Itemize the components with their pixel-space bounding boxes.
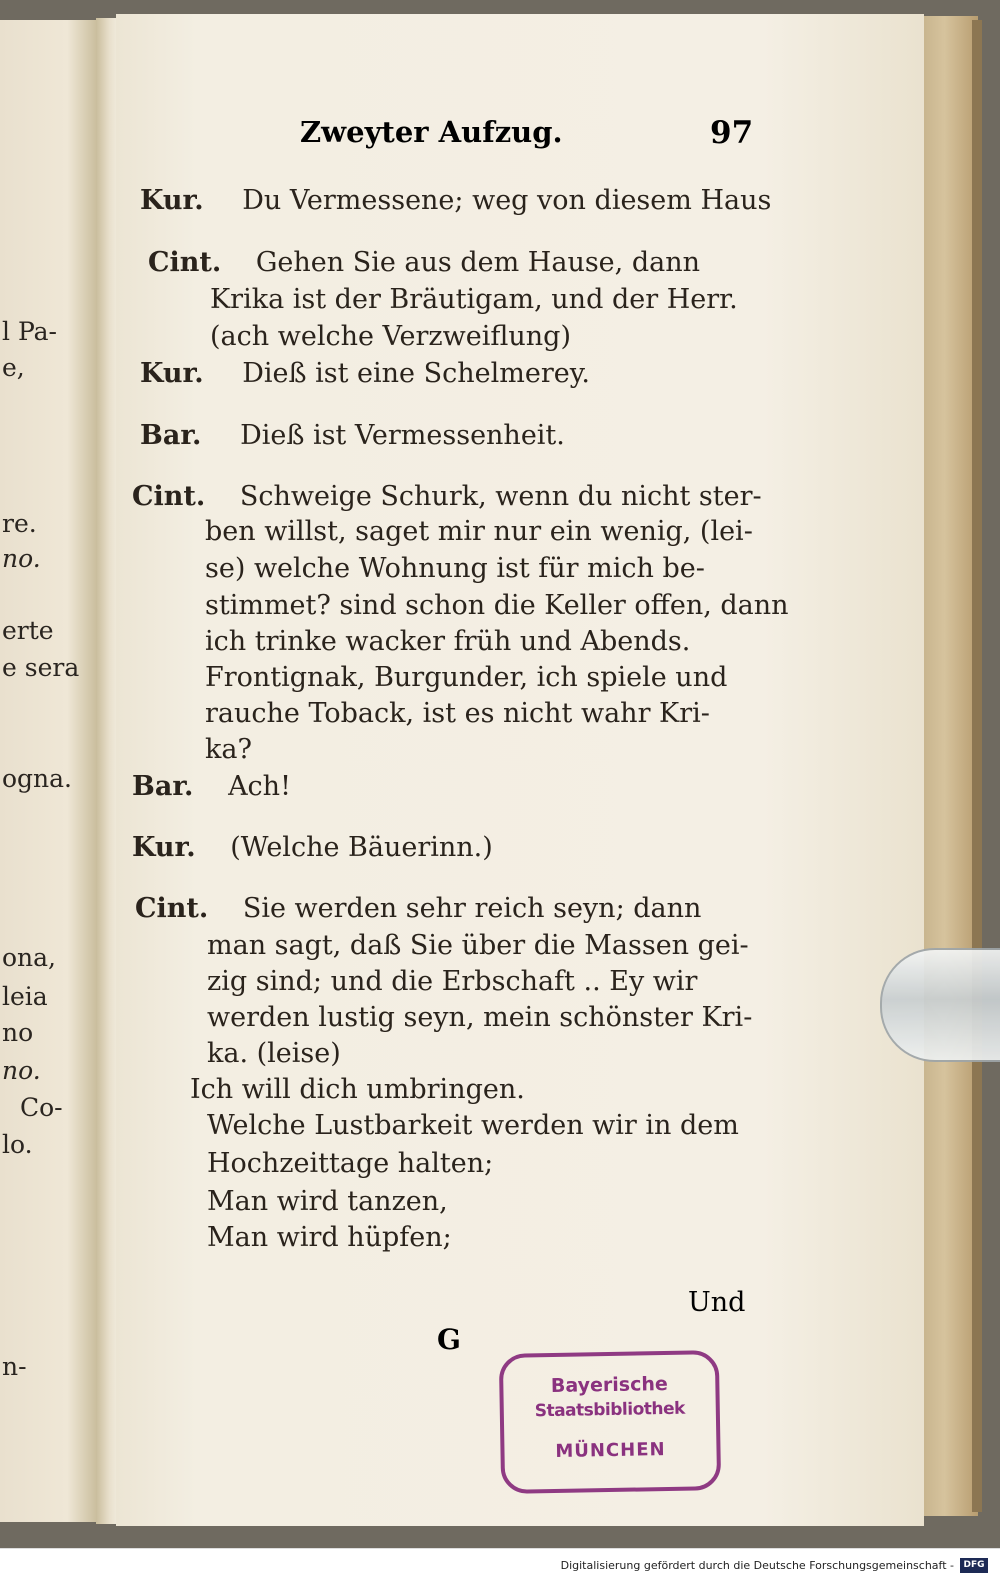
book-gutter: [96, 18, 118, 1524]
speaker-label: Kur.: [140, 185, 204, 216]
running-head: Zweyter Aufzug.: [300, 115, 563, 149]
stamp-line: Staatsbibliothek: [534, 1398, 686, 1422]
text-line: [207, 1002, 752, 1034]
text-line: [205, 553, 705, 585]
facing-page-text: lo.: [2, 1130, 33, 1159]
line-text: Hochzeittage halten;: [207, 1148, 494, 1179]
line-text: Sie werden sehr reich seyn; dann: [242, 893, 702, 924]
funding-credit: Digitalisierung gefördert durch die Deutsche Forschungsgemeinschaft -: [560, 1559, 954, 1572]
text-line: [207, 1222, 452, 1254]
speaker-label: Cint.: [148, 247, 222, 278]
facing-page-text: e sera: [2, 653, 80, 682]
text-line: [205, 626, 690, 658]
speaker-label: Bar.: [132, 771, 194, 802]
text-line: [205, 590, 789, 622]
book-cover-edge: [972, 20, 982, 1512]
facing-page-text: ogna.: [2, 764, 73, 793]
line-text: Man wird tanzen,: [207, 1186, 448, 1217]
text-line: [205, 662, 727, 694]
text-line: [132, 771, 291, 803]
line-text: Ich will dich umbringen.: [190, 1074, 525, 1105]
line-text: Frontignak, Burgunder, ich spiele und: [205, 662, 728, 693]
page-clip: [880, 948, 1000, 1062]
facing-page-text: Co-: [20, 1093, 63, 1122]
catchword: Und: [688, 1287, 746, 1318]
library-stamp: [499, 1350, 721, 1494]
page-number: 97: [710, 115, 754, 151]
text-line: [140, 420, 565, 452]
text-line: [135, 893, 701, 925]
book-page: [116, 14, 924, 1526]
dfg-logo: DFG: [960, 1558, 988, 1573]
text-line: [205, 698, 710, 730]
text-line: [140, 185, 771, 217]
facing-page-text: l Pa-: [2, 317, 57, 346]
text-line: [148, 247, 700, 279]
facing-page-text: re.: [2, 509, 37, 538]
text-line: [207, 1186, 448, 1218]
line-text: stimmet? sind schon die Keller offen, dann: [205, 590, 789, 621]
facing-page: [0, 20, 99, 1522]
line-text: rauche Toback, ist es nicht wahr Kri-: [205, 698, 710, 729]
text-line: [210, 284, 738, 316]
text-line: [190, 1074, 525, 1106]
text-line: [205, 734, 252, 766]
facing-page-text: ona,: [2, 943, 57, 972]
line-text: Schweige Schurk, wenn du nicht ster-: [239, 481, 762, 512]
text-line: [140, 358, 590, 390]
stamp-line: MÜNCHEN: [555, 1439, 666, 1462]
facing-page-text: n-: [2, 1352, 27, 1381]
text-line: [207, 1110, 739, 1142]
speaker-label: Bar.: [140, 420, 202, 451]
line-text: Dieß ist eine Schelmerey.: [242, 358, 590, 389]
speaker-label: Cint.: [132, 481, 206, 512]
facing-page-text: e,: [2, 353, 25, 382]
line-text: (ach welche Verzweiflung): [210, 321, 571, 352]
page-edge: [920, 16, 978, 1516]
line-text: se) welche Wohnung ist für mich be-: [205, 553, 705, 584]
line-text: Gehen Sie aus dem Hause, dann: [255, 247, 700, 278]
text-line: [207, 966, 697, 998]
line-text: man sagt, daß Sie über die Massen gei-: [207, 930, 749, 961]
line-text: Ach!: [228, 771, 291, 802]
text-line: [132, 832, 493, 864]
text-line: [210, 321, 571, 353]
text-line: [207, 930, 749, 962]
text-line: [205, 516, 753, 548]
facing-page-text: no.: [2, 1056, 41, 1085]
facing-page-text: no: [2, 1018, 34, 1047]
line-text: Du Vermessene; weg von diesem Haus: [242, 185, 772, 216]
line-text: Welche Lustbarkeit werden wir in dem: [207, 1110, 739, 1141]
line-text: ben willst, saget mir nur ein wenig, (lei-: [205, 516, 753, 547]
line-text: ich trinke wacker früh und Abends.: [205, 626, 691, 657]
line-text: zig sind; und die Erbschaft .. Ey wir: [207, 966, 698, 997]
signature-mark: G: [437, 1323, 461, 1356]
text-line: [132, 481, 762, 513]
line-text: werden lustig seyn, mein schönster Kri-: [207, 1002, 753, 1033]
line-text: ka?: [205, 734, 252, 765]
line-text: ka. (leise): [207, 1038, 341, 1069]
facing-page-text: no.: [2, 544, 41, 573]
text-line: [207, 1038, 341, 1070]
line-text: Krika ist der Bräutigam, und der Herr.: [210, 284, 738, 315]
line-text: Dieß ist Vermessenheit.: [240, 420, 565, 451]
speaker-label: Kur.: [132, 832, 196, 863]
speaker-label: Cint.: [135, 893, 209, 924]
footer-bar: [0, 1548, 1000, 1583]
line-text: Man wird hüpfen;: [207, 1222, 452, 1253]
facing-page-text: erte: [2, 616, 54, 645]
line-text: (Welche Bäuerinn.): [230, 832, 493, 863]
facing-page-text: leia: [2, 982, 48, 1011]
stamp-line: Bayerische: [550, 1372, 668, 1398]
text-line: [207, 1148, 493, 1180]
speaker-label: Kur.: [140, 358, 204, 389]
